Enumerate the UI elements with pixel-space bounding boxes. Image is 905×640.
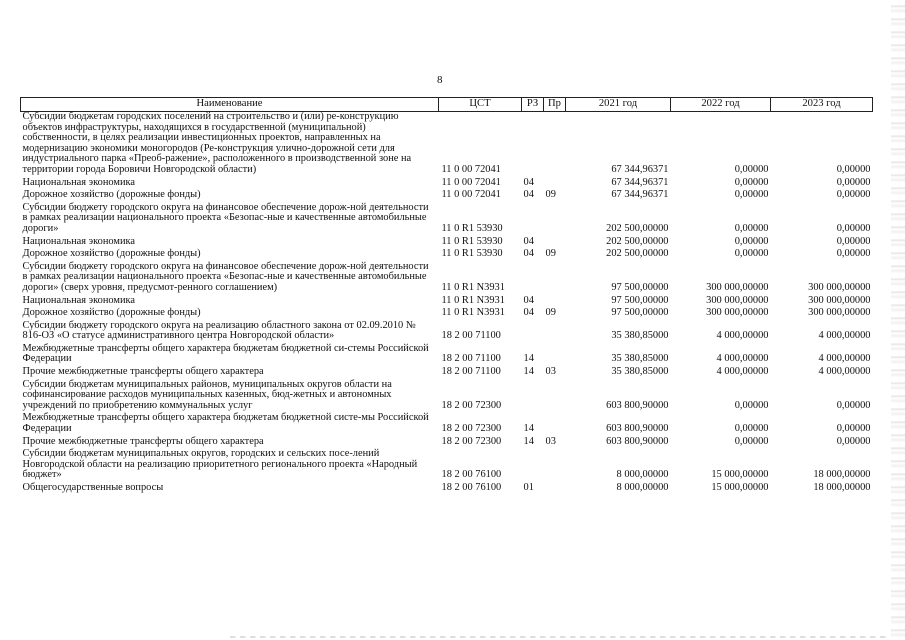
row-2021: 67 344,96371 <box>611 163 669 175</box>
row-2021: 8 000,00000 <box>616 482 669 493</box>
header-cst: ЦСТ <box>439 98 522 112</box>
row-2021: 35 380,85000 <box>611 353 669 365</box>
row-2023: 0,00000 <box>836 235 871 247</box>
row-cst: 18 2 00 76100 <box>441 482 502 493</box>
row-2023: 4 000,00000 <box>818 330 871 342</box>
row-rz <box>522 380 544 414</box>
table-row <box>21 483 873 496</box>
row-2021: 97 500,00000 <box>611 307 669 319</box>
table-body <box>21 112 873 496</box>
row-cst: 11 0 R1 53930 <box>441 248 503 260</box>
row-name: Субсидии бюджету городского округа на реализацию областного закона от 02.09.2010 № 816-ОЗ «О статусе административного центра Новгородской области» <box>22 319 416 342</box>
row-name: Субсидии бюджету городского округа на финансовое обеспечение дорож-ной деятельности в рамках реализации национального проекта «Безопас-ные и качественные автомобильные дороги» <box>22 201 429 234</box>
header-2022: 2022 год <box>671 98 771 112</box>
row-rz <box>522 449 544 483</box>
row-2022: 15 000,00000 <box>711 469 769 481</box>
table-row <box>21 413 873 436</box>
row-rz: 14 <box>523 353 534 365</box>
row-rz <box>522 262 544 296</box>
row-2022: 0,00000 <box>734 423 769 435</box>
row-name: Субсидии бюджетам муниципальных районов, муниципальных округов области на софинансирование расходов муниципальных казенных, бюд-жетных и автономных учреждений по приобретению коммунальных услуг <box>22 378 392 411</box>
row-name: Национальная экономика <box>22 176 136 188</box>
row-2021: 67 344,96371 <box>611 189 669 201</box>
row-2023: 0,00000 <box>836 222 871 234</box>
table-row <box>21 344 873 367</box>
table-row <box>21 367 873 380</box>
row-name: Национальная экономика <box>22 294 136 306</box>
row-2023: 18 000,00000 <box>813 482 871 493</box>
row-2021: 8 000,00000 <box>616 469 669 481</box>
row-cst: 18 2 00 72300 <box>441 399 502 411</box>
row-2023: 18 000,00000 <box>813 469 871 481</box>
row-name: Субсидии бюджету городского округа на финансовое обеспечение дорож-ной деятельности в рамках реализации национального проекта «Безопас-ные и качественные автомобильные дороги» (сверх уровня, предусмот-ренного соглашением) <box>22 260 429 293</box>
budget-table <box>20 97 873 496</box>
row-pr: 09 <box>545 189 556 201</box>
row-2022: 0,00000 <box>734 248 769 260</box>
row-pr <box>544 112 566 178</box>
row-cst: 18 2 00 76100 <box>441 469 502 481</box>
row-cst: 11 0 R1 53930 <box>441 235 503 247</box>
table-row <box>21 190 873 203</box>
row-2023: 4 000,00000 <box>818 366 871 378</box>
row-2022: 15 000,00000 <box>711 482 769 493</box>
row-2021: 603 800,90000 <box>606 399 669 411</box>
row-2022: 0,00000 <box>734 399 769 411</box>
row-pr: 09 <box>545 307 556 319</box>
row-cst: 18 2 00 71100 <box>441 353 501 365</box>
row-2022: 4 000,00000 <box>716 366 769 378</box>
header-pr: Пр <box>544 98 566 112</box>
row-2023: 0,00000 <box>836 163 871 175</box>
row-name: Субсидии бюджетам муниципальных округов, городских и сельских посе-лений Новгородской области на реализацию приоритетного регионального проекта «Народный бюджет» <box>22 448 418 481</box>
row-2023: 4 000,00000 <box>818 353 871 365</box>
row-cst: 11 0 R1 53930 <box>441 222 503 234</box>
row-name: Общегосударственные вопросы <box>22 482 164 493</box>
header-name: Наименование <box>21 98 439 112</box>
row-rz: 14 <box>523 435 534 447</box>
row-cst: 18 2 00 71100 <box>441 330 501 342</box>
row-2022: 0,00000 <box>734 222 769 234</box>
row-pr <box>544 203 566 237</box>
row-2022: 300 000,00000 <box>706 281 769 293</box>
row-rz <box>522 112 544 178</box>
row-2021: 202 500,00000 <box>606 235 669 247</box>
row-pr: 09 <box>545 248 556 260</box>
row-2023: 300 000,00000 <box>808 281 871 293</box>
row-pr <box>544 483 566 496</box>
row-2021: 67 344,96371 <box>611 176 669 188</box>
row-rz: 04 <box>523 307 534 319</box>
row-name: Межбюджетные трансферты общего характера бюджетам бюджетной си-стемы Российской Федерации <box>22 342 429 365</box>
row-2023: 0,00000 <box>836 423 871 435</box>
row-rz: 14 <box>523 366 534 378</box>
row-rz: 14 <box>523 423 534 435</box>
row-2022: 4 000,00000 <box>716 330 769 342</box>
page-number: 8 <box>437 74 443 86</box>
row-pr <box>544 380 566 414</box>
row-2023: 0,00000 <box>836 189 871 201</box>
row-2021: 603 800,90000 <box>606 423 669 435</box>
row-rz: 04 <box>523 176 534 188</box>
row-pr: 03 <box>545 366 556 378</box>
row-rz: 01 <box>523 482 534 493</box>
row-rz: 04 <box>523 248 534 260</box>
header-rz: РЗ <box>522 98 544 112</box>
row-name: Прочие межбюджетные трансферты общего характера <box>22 366 264 378</box>
row-pr <box>544 413 566 436</box>
table-row <box>21 262 873 296</box>
row-2021: 202 500,00000 <box>606 248 669 260</box>
row-cst: 18 2 00 72300 <box>441 423 502 435</box>
row-rz <box>522 203 544 237</box>
row-pr <box>544 262 566 296</box>
row-2023: 0,00000 <box>836 248 871 260</box>
row-2021: 97 500,00000 <box>611 281 669 293</box>
row-name: Субсидии бюджетам городских поселений на строительство и (или) ре-конструкцию объектов инфраструктуры, находящихся в государственной (муниципальной) собственности, в целях реализации инвестиционных проектов, направленных на модернизацию экономики моногородов (Ре-конструкция улично-дорожной сети для индустриального парка «Преоб-ражение», расположенного в производственной зоне на территории города Боровичи Новгородской области) <box>22 111 412 175</box>
row-2022: 300 000,00000 <box>706 307 769 319</box>
row-cst: 18 2 00 72300 <box>441 435 502 447</box>
table-row <box>21 203 873 237</box>
row-rz: 04 <box>523 235 534 247</box>
row-name: Дорожное хозяйство (дорожные фонды) <box>22 307 201 319</box>
row-name: Дорожное хозяйство (дорожные фонды) <box>22 189 201 201</box>
row-2022: 4 000,00000 <box>716 353 769 365</box>
row-pr: 03 <box>545 435 556 447</box>
table-row <box>21 449 873 483</box>
row-pr <box>544 321 566 344</box>
scan-edge-artifact <box>891 0 905 640</box>
row-2023: 300 000,00000 <box>808 307 871 319</box>
row-rz: 04 <box>523 294 534 306</box>
row-cst: 11 0 R1 N3931 <box>441 281 505 293</box>
row-2022: 0,00000 <box>734 435 769 447</box>
row-name: Национальная экономика <box>22 235 136 247</box>
row-2021: 97 500,00000 <box>611 294 669 306</box>
row-name: Дорожное хозяйство (дорожные фонды) <box>22 248 201 260</box>
header-2023: 2023 год <box>771 98 873 112</box>
row-cst: 18 2 00 71100 <box>441 366 501 378</box>
row-2021: 202 500,00000 <box>606 222 669 234</box>
scan-bottom-artifact <box>230 636 890 638</box>
row-2023: 300 000,00000 <box>808 294 871 306</box>
row-2023: 0,00000 <box>836 176 871 188</box>
row-cst: 11 0 R1 N3931 <box>441 294 505 306</box>
row-2022: 0,00000 <box>734 163 769 175</box>
row-2022: 0,00000 <box>734 235 769 247</box>
header-2021: 2021 год <box>566 98 671 112</box>
table-row <box>21 308 873 321</box>
row-2022: 0,00000 <box>734 189 769 201</box>
row-2022: 300 000,00000 <box>706 294 769 306</box>
table-row <box>21 249 873 262</box>
row-2023: 0,00000 <box>836 399 871 411</box>
table-header-row <box>21 98 873 112</box>
row-2021: 35 380,85000 <box>611 366 669 378</box>
table-row <box>21 380 873 414</box>
row-pr <box>544 449 566 483</box>
row-cst: 11 0 00 72041 <box>441 163 501 175</box>
row-rz: 04 <box>523 189 534 201</box>
row-cst: 11 0 00 72041 <box>441 176 501 188</box>
row-2023: 0,00000 <box>836 435 871 447</box>
table-row <box>21 112 873 178</box>
row-cst: 11 0 00 72041 <box>441 189 501 201</box>
table-row <box>21 321 873 344</box>
row-pr <box>544 344 566 367</box>
row-cst: 11 0 R1 N3931 <box>441 307 505 319</box>
row-2022: 0,00000 <box>734 176 769 188</box>
row-name: Прочие межбюджетные трансферты общего характера <box>22 435 264 447</box>
row-2021: 35 380,85000 <box>611 330 669 342</box>
row-name: Межбюджетные трансферты общего характера бюджетам бюджетной систе-мы Российской Федерации <box>22 412 429 435</box>
row-2021: 603 800,90000 <box>606 435 669 447</box>
row-rz <box>522 321 544 344</box>
